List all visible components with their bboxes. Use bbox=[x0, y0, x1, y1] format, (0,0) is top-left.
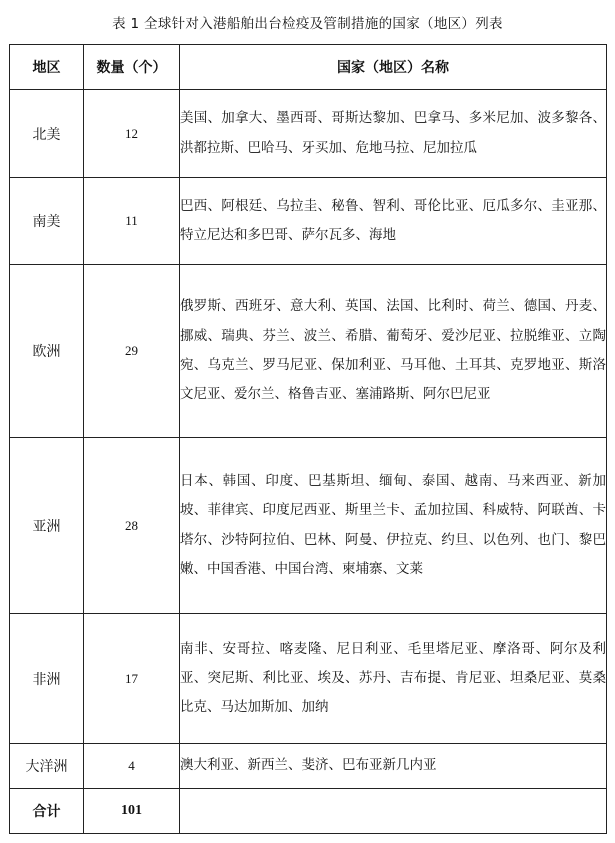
total-row bbox=[10, 789, 607, 834]
region-cell: 南美 bbox=[10, 178, 84, 265]
header-count: 数量（个） bbox=[84, 45, 180, 90]
count-cell: 12 bbox=[84, 90, 180, 178]
header-region: 地区 bbox=[10, 45, 84, 90]
table-row bbox=[10, 178, 607, 265]
count-cell: 17 bbox=[84, 614, 180, 744]
count-cell: 11 bbox=[84, 178, 180, 265]
region-cell: 亚洲 bbox=[10, 438, 84, 614]
count-cell: 29 bbox=[84, 265, 180, 438]
names-cell: 美国、加拿大、墨西哥、哥斯达黎加、巴拿马、多米尼加、波多黎各、洪都拉斯、巴哈马、牙买加、危地马拉、尼加拉瓜 bbox=[180, 90, 607, 178]
count-cell: 28 bbox=[84, 438, 180, 614]
region-cell: 非洲 bbox=[10, 614, 84, 744]
names-cell: 澳大利亚、新西兰、斐济、巴布亚新几内亚 bbox=[180, 744, 607, 789]
table-row bbox=[10, 90, 607, 178]
table-row bbox=[10, 614, 607, 744]
total-names-cell bbox=[180, 789, 607, 834]
total-label: 合计 bbox=[10, 789, 84, 834]
names-cell: 日本、韩国、印度、巴基斯坦、缅甸、泰国、越南、马来西亚、新加坡、菲律宾、印度尼西亚、斯里兰卡、孟加拉国、科威特、阿联酋、卡塔尔、沙特阿拉伯、巴林、阿曼、伊拉克、约旦、以色列、也门、黎巴嫩、中国香港、中国台湾、柬埔寨、文莱 bbox=[180, 438, 607, 614]
country-table bbox=[9, 44, 607, 834]
region-cell: 欧洲 bbox=[10, 265, 84, 438]
count-cell: 4 bbox=[84, 744, 180, 789]
header-row bbox=[10, 45, 607, 90]
names-cell: 南非、安哥拉、喀麦隆、尼日利亚、毛里塔尼亚、摩洛哥、阿尔及利亚、突尼斯、利比亚、埃及、苏丹、吉布提、肯尼亚、坦桑尼亚、莫桑比克、马达加斯加、加纳 bbox=[180, 614, 607, 744]
region-cell: 大洋洲 bbox=[10, 744, 84, 789]
table-row bbox=[10, 265, 607, 438]
header-names: 国家（地区）名称 bbox=[180, 45, 607, 90]
names-cell: 巴西、阿根廷、乌拉圭、秘鲁、智利、哥伦比亚、厄瓜多尔、圭亚那、特立尼达和多巴哥、萨尔瓦多、海地 bbox=[180, 178, 607, 265]
table-row bbox=[10, 744, 607, 789]
region-cell: 北美 bbox=[10, 90, 84, 178]
total-count: 101 bbox=[84, 789, 180, 834]
table-caption: 表 1 全球针对入港船舶出台检疫及管制措施的国家（地区）列表 bbox=[112, 16, 503, 32]
table-row bbox=[10, 438, 607, 614]
names-cell: 俄罗斯、西班牙、意大利、英国、法国、比利时、荷兰、德国、丹麦、挪威、瑞典、芬兰、波兰、希腊、葡萄牙、爱沙尼亚、拉脱维亚、立陶宛、乌克兰、罗马尼亚、保加利亚、马耳他、土耳其、克罗地亚、斯洛文尼亚、爱尔兰、格鲁吉亚、塞浦路斯、阿尔巴尼亚 bbox=[180, 265, 607, 438]
